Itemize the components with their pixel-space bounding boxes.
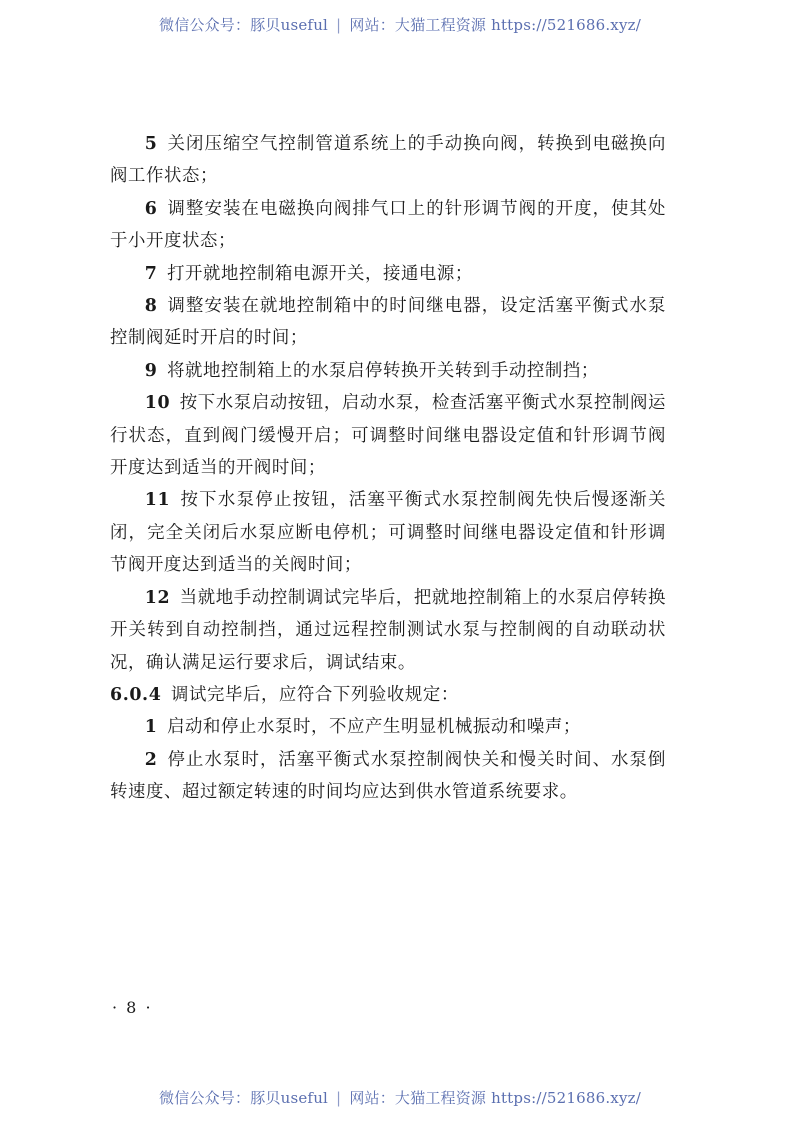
watermark-wechat: 微信公众号：豚贝useful xyxy=(159,1089,329,1107)
step-text: 当就地手动控制调试完毕后，把就地控制箱上的水泵启停转换开关转到自动控制挡，通过远程控制测试水泵与控制阀的自动联动状况，确认满足运行要求后，调试结束。 xyxy=(110,587,666,673)
step-number: 11 xyxy=(144,490,171,511)
step-number: 9 xyxy=(144,360,158,381)
sub-item-text: 停止水泵时，活塞平衡式水泵控制阀快关和慢关时间、水泵倒转速度、超过额定转速的时间均应达到供水管道系统要求。 xyxy=(110,749,666,803)
step-item-7 xyxy=(110,258,666,290)
sub-item-2 xyxy=(110,744,666,809)
watermark-separator: | xyxy=(336,1089,342,1107)
step-item-9 xyxy=(110,355,666,387)
step-text: 打开就地控制箱电源开关，接通电源； xyxy=(167,263,473,284)
watermark-website: 网站：大猫工程资源 https://521686.xyz/ xyxy=(349,16,641,34)
step-item-8 xyxy=(110,290,666,355)
step-item-5 xyxy=(110,128,666,193)
watermark-separator: | xyxy=(336,16,342,34)
watermark-footer xyxy=(0,1087,800,1108)
clause-6-0-4 xyxy=(110,679,666,711)
step-text: 调整安装在电磁换向阀排气口上的针形调节阀的开度，使其处于小开度状态； xyxy=(110,198,666,252)
sub-item-1 xyxy=(110,711,666,743)
watermark-website: 网站：大猫工程资源 https://521686.xyz/ xyxy=(349,1089,641,1107)
sub-item-number: 1 xyxy=(144,717,158,738)
watermark-wechat: 微信公众号：豚贝useful xyxy=(159,16,329,34)
watermark-header xyxy=(0,14,800,35)
step-number: 6 xyxy=(144,198,158,219)
sub-item-number: 2 xyxy=(144,749,158,770)
step-number: 8 xyxy=(144,296,158,317)
document-body xyxy=(110,128,666,809)
step-item-12 xyxy=(110,582,666,679)
page-number: · 8 · xyxy=(112,998,153,1017)
step-number: 5 xyxy=(144,134,158,154)
step-item-11 xyxy=(110,484,666,581)
step-text: 关闭压缩空气控制管道系统上的手动换向阀，转换到电磁换向阀工作状态； xyxy=(110,134,666,187)
step-text: 将就地控制箱上的水泵启停转换开关转到手动控制挡； xyxy=(167,360,599,381)
step-number: 10 xyxy=(144,393,171,414)
step-text: 调整安装在就地控制箱中的时间继电器，设定活塞平衡式水泵控制阀延时开启的时间； xyxy=(110,296,666,349)
step-item-6 xyxy=(110,193,666,258)
clause-text: 调试完毕后，应符合下列验收规定： xyxy=(170,684,459,705)
step-text: 按下水泵停止按钮，活塞平衡式水泵控制阀先快后慢逐渐关闭，完全关闭后水泵应断电停机；可调整时间继电器设定值和针形调节阀开度达到适当的关阀时间； xyxy=(110,490,666,576)
step-number: 12 xyxy=(144,587,171,608)
step-item-10 xyxy=(110,387,666,484)
clause-number: 6.0.4 xyxy=(110,684,162,705)
step-text: 按下水泵启动按钮，启动水泵，检查活塞平衡式水泵控制阀运行状态，直到阀门缓慢开启；可调整时间继电器设定值和针形调节阀开度达到适当的开阀时间； xyxy=(110,393,666,479)
sub-item-text: 启动和停止水泵时，不应产生明显机械振动和噪声； xyxy=(167,717,581,738)
step-number: 7 xyxy=(144,263,158,284)
